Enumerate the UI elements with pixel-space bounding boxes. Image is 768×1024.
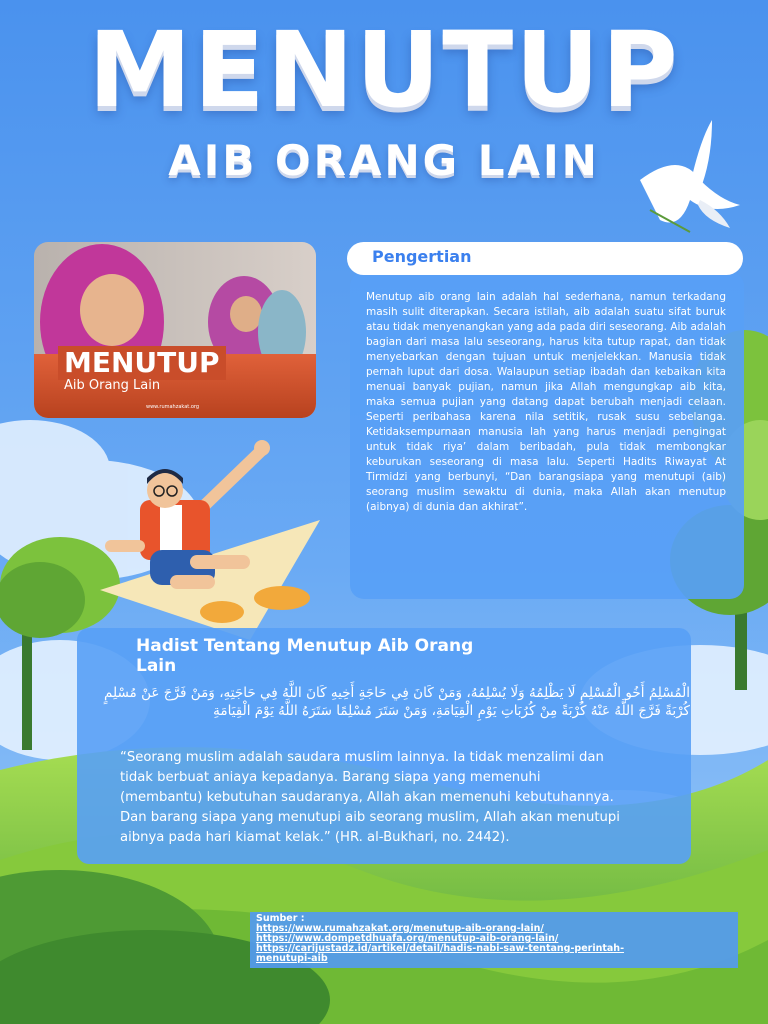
hadith-translation: “Seorang muslim adalah saudara muslim lainnya. Ia tidak menzalimi dan tidak berbuat aniaya kepadanya. Barang siapa yang memenuhi (membantu) kebutuhan saudaranya, Allah akan memenuhi kebutuhannya. Dan barang siapa yang menutupi aib seorang muslim, Allah akan menutupi aibnya pada hari kiamat kelak.” (HR. al-Bukhari, no. 2442).	[120, 750, 620, 845]
sources-label: Sumber :	[256, 913, 305, 924]
source-link-3-cont[interactable]: menutupi-aib	[256, 953, 328, 964]
subtitle: AIB ORANG LAIN	[168, 136, 600, 185]
photo-subtitle: Aib Orang Lain	[64, 378, 161, 393]
source-link-3[interactable]: https://carijustadz.id/artikel/detail/hadis-nabi-saw-tentang-perintah-	[256, 943, 625, 954]
definition-text: Menutup aib orang lain adalah hal sederhana, namun terkadang masih sulit diterapkan. Secara istilah, aib adalah suatu sifat buruk atau tidak menyenangkan yang ada pada diri seseorang. Aib adalah bagian dari masa lalu seseorang, harus kita tutup rapat, dan tidak menyebarkan dengan tujuan untuk menjelekkan. Manusia tidak pernah luput dari dosa. Walaupun setiap ibadah dan kebaikan kita menuai banyak pujian, namun jika Allah mengungkap aib kita, maka semua pujian yang datang dapat berubah menjadi celaan. Seperti peribahasa karena nila setitik, rusak susu sebelanga. Ketidaksempurnaan manusia lah yang harus menjadi pengingat untuk tidak riya’ dalam beribadah, pula tidak membongkar keburukan seseorang di masa lalu. Seperti Hadits Riwayat At Tirmidzi yang berbunyi, “Dan barangsiapa yang menutupi (aib) seorang muslim sewaktu di dunia, maka Allah akan menutup (aibnya) di dunia dan akhirat”.	[366, 291, 726, 513]
definition-heading: Pengertian	[372, 247, 472, 266]
main-title: MENUTUP	[88, 9, 680, 131]
hadith-arabic-text: الْمُسْلِمُ أَخُو الْمُسْلِمِ لَا يَظْلِمُهُ وَلَا يُسْلِمُهُ، وَمَنْ كَانَ فِي حَاجَةِ أَخِيهِ كَانَ اللَّهُ فِي حَاجَتِهِ، وَمَنْ فَرَّجَ عَنْ مُسْلِمٍ كُرْبَةً فَرَّجَ اللَّهُ عَنْهُ كُرْبَةً مِنْ كُرُبَاتِ يَوْمِ الْقِيَامَةِ، وَمَنْ سَتَرَ مُسْلِمًا سَتَرَهُ اللَّهُ يَوْمَ الْقِيَامَةِ	[104, 685, 690, 719]
source-link-1[interactable]: https://www.rumahzakat.org/menutup-aib-orang-lain/	[256, 923, 544, 934]
photo-url: www.rumahzakat.org	[146, 404, 200, 410]
hadith-heading: Hadist Tentang Menutup Aib Orang Lain	[136, 636, 474, 676]
source-link-2[interactable]: https://www.dompetdhuafa.org/menutup-aib-orang-lain/	[256, 933, 559, 944]
photo-title: MENUTUP	[58, 346, 226, 380]
